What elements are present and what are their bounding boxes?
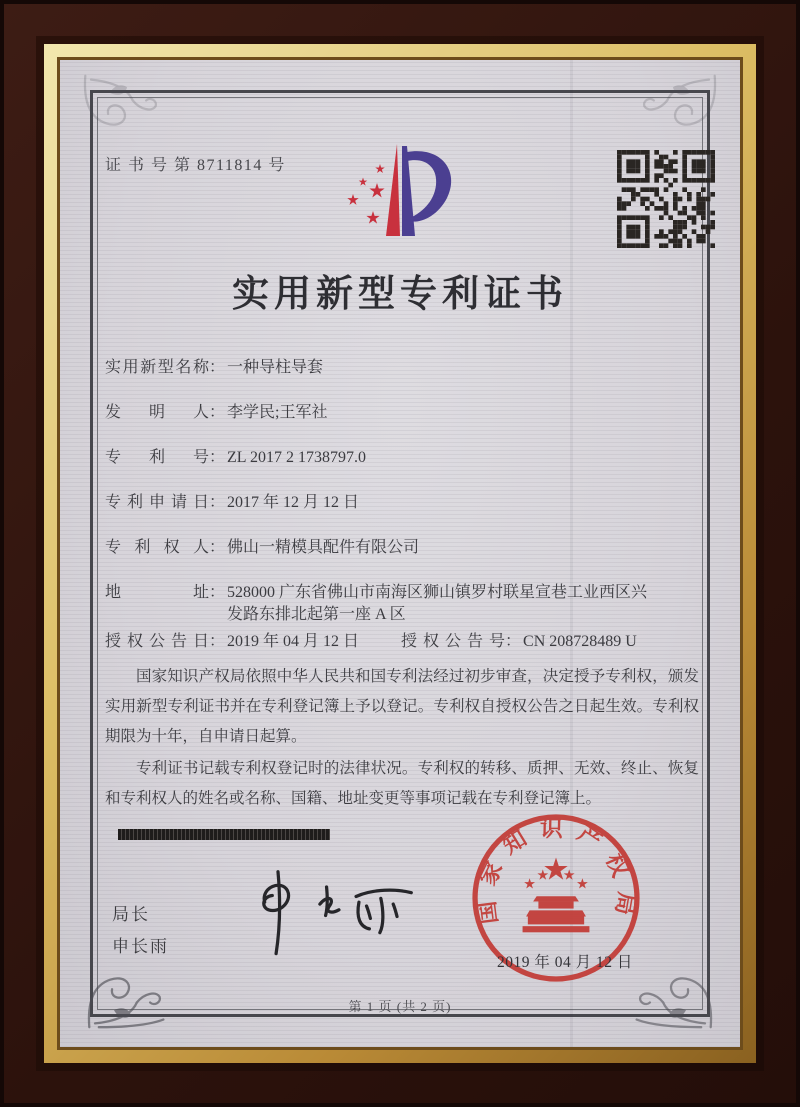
field-row: 专利号 ： ZL 2017 2 1738797.0	[105, 447, 701, 469]
field-label: 授权公告号	[401, 633, 506, 650]
field-label: 发明人	[105, 404, 209, 421]
director-title: 局长	[112, 905, 150, 924]
barcode-icon	[118, 829, 330, 840]
qr-code-icon	[617, 150, 715, 248]
field-value: 2017 年 12 月 12 日	[227, 494, 360, 511]
cnipa-patent-logo-icon	[330, 130, 470, 255]
director-signature	[238, 866, 438, 968]
field-label: 专利号	[105, 449, 209, 466]
field-row-grant: 授权公告日 ： 2019 年 04 月 12 日 授权公告号 ： CN 208728489 U	[105, 631, 701, 653]
field-value: 佛山一精模具配件有限公司	[227, 539, 420, 556]
national-emblem-icon	[523, 858, 590, 933]
field-value: CN 208728489 U	[523, 633, 637, 650]
legal-text	[105, 662, 699, 816]
field-value: ZL 2017 2 1738797.0	[227, 449, 366, 466]
certificate-number: 证 书 号 第 8711814 号	[105, 157, 286, 174]
field-label: 专利申请日	[105, 494, 209, 511]
field-label: 专利权人	[105, 539, 209, 556]
field-row: 专利权人 ： 佛山一精模具配件有限公司	[105, 537, 701, 559]
field-label: 实用新型名称	[105, 359, 209, 376]
field-row: 专利申请日 ： 2017 年 12 月 12 日	[105, 492, 701, 514]
field-label: 地址	[105, 584, 209, 601]
field-row: 发明人 ： 李学民;王军社	[105, 402, 701, 424]
legal-paragraph: 专利证书记载专利权登记时的法律状况。专利权的转移、质押、无效、终止、恢复和专利权人的姓名或名称、国籍、地址变更等事项记载在专利登记簿上。	[105, 760, 699, 807]
field-label: 授权公告日	[105, 633, 209, 650]
field-value: 一种导柱导套	[227, 359, 324, 376]
field-value: 李学民;王军社	[227, 404, 328, 421]
field-row: 实用新型名称 ： 一种导柱导套	[105, 357, 701, 379]
certificate-paper	[60, 60, 740, 1047]
field-value: 528000 广东省佛山市南海区狮山镇罗村联星宣巷工业西区兴发路东排北起第一座 A 区	[227, 584, 648, 623]
field-row-address: 地址 ： 528000 广东省佛山市南海区狮山镇罗村联星宣巷工业西区兴发路东排北起第一座 A 区	[105, 582, 701, 626]
field-value: 2019 年 04 月 12 日	[227, 633, 360, 650]
page-footer: 第 1 页 (共 2 页)	[348, 999, 452, 1014]
seal-text: 国家知识产权局	[472, 815, 640, 930]
certificate-title: 实用新型专利证书	[232, 274, 568, 315]
field-list	[105, 357, 701, 676]
director-name: 申长雨	[112, 937, 169, 956]
legal-paragraph: 国家知识产权局依照中华人民共和国专利法经过初步审查，决定授予专利权，颁发实用新型专利证书并在专利登记簿上予以登记。专利权自授权公告之日起生效。专利权期限为十年，自申请日起算。	[105, 668, 699, 745]
seal-date: 2019 年 04 月 12 日	[497, 954, 633, 971]
